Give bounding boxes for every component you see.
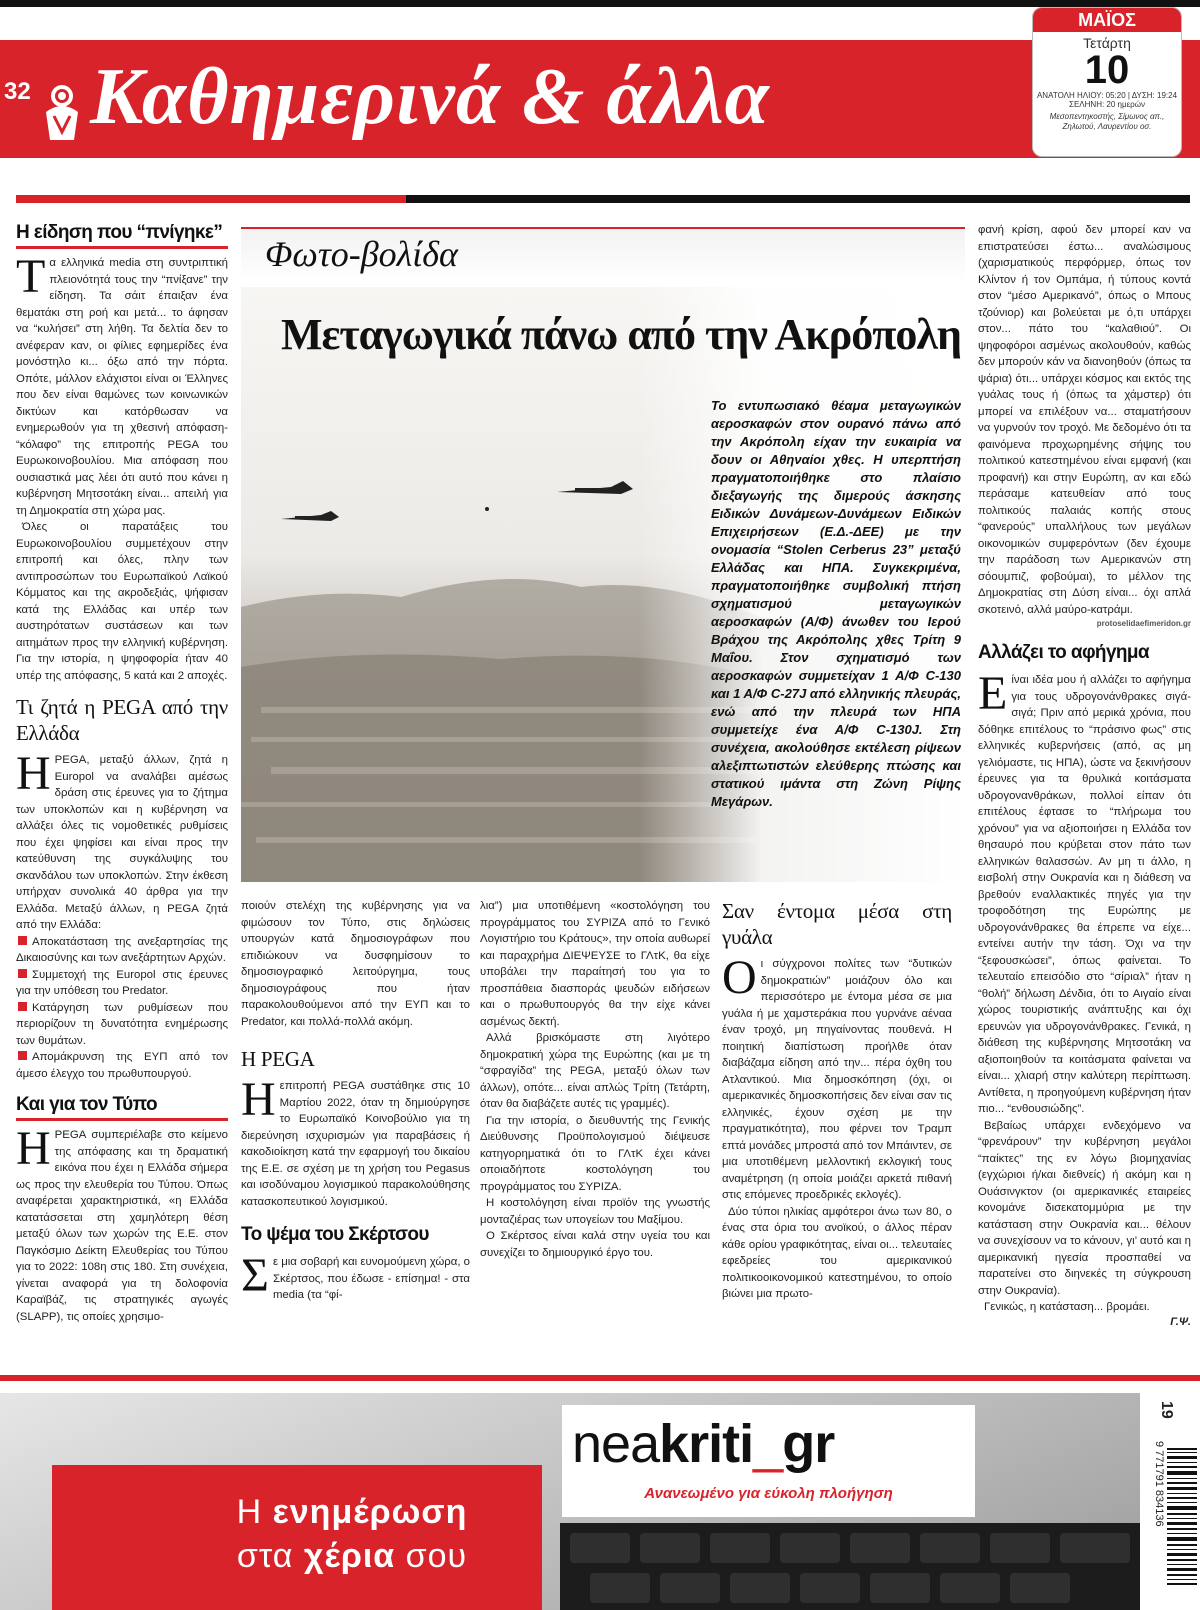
article-paragraph: Η κοστολόγηση είναι προϊόν της γνωστής μονταζιέρας των υπογείων του Μαξίμου. (480, 1197, 710, 1226)
date-weekday: Τετάρτη (1083, 35, 1131, 51)
dropcap: Σ (241, 1249, 269, 1302)
article-paragraph: Ηεπιτροπή PEGA συστάθηκε στις 10 Μαρτίου 2022, όταν τη δημιούργησε το Ευρωπαϊκό Κοινοβούλιο για τη διερεύνηση ισχυρισμών για παραβάσεις ή κακοδιοίκηση κατά την εφαρμογή του δικαίου της Ε.Ε. σε σχέση με τη χρήση του Pegasus και ισοδύναμου λογισμικού παρακολούθησης κατασκοπευτικού λογισμικού. (241, 1073, 470, 1208)
feature-label: Φωτο-βολίδα (265, 234, 458, 274)
heading-skertsos-lie: Το ψέμα του Σκέρτσου (241, 1224, 429, 1245)
bullet-square-icon (18, 936, 27, 945)
column-3 (480, 898, 710, 1261)
column-1 (16, 222, 228, 1325)
article-paragraph: φανή κρίση, αφού δεν μπορεί καν να επιστρατεύσει έστω... αναλώσιμους (χαρισματικούς περφόρμερ, όπως τον Κλίντον ή τον Ομπάμα, ή τύπους κοντά στον “μέσο Αμερικανό”, όπως ο Μπους τζούνιορ) και βολεύεται με ό,τι υπάρχει στον... πάτο του “καλαθιού”. Οι ψηφοφόροι ασμένως ακολουθούν, καθώς δεν μπορούν κάν να διανοηθούν (όπως τα ψάρια) ότι... υπάρχει κόσμος και εκτός της γυάλας τους ή (όπως τα χάμστερ) ότι μπορεί να επιλέξουν να... σταματήσουν να γυρνούν τον τροχό. Με δεδομένο ότι τα φαινόμενα προχωρημένης σήψης του πολιτικού κατεστημένου είναι εμφανή (και προφανή) και στην Ευρώπη, αν και εδώ περάσαμε κατευθείαν από τους πολιτικούς παλαιάς κοπής στους “φανερούς” υπαλλήλους των μεγάλων οικονομικών συμφερόντων (δεν έχουμε την παράδοση των Αμερικανών στη σόουμπιζ, φοβούμαι), το μέλλον της Δημοκρατίας στη Δύση είναι... όχι απλά σκοτεινό, αλλά μαύρο-κατράμι. (978, 224, 1191, 616)
section-title: Καθημερινά & άλλα (90, 53, 770, 141)
dropcap: Ο (722, 951, 757, 1004)
owl-logo-icon (40, 82, 84, 144)
bullet-square-icon (18, 1002, 27, 1011)
article-paragraph: Οι σύγχρονοι πολίτες των “δυτικών δημοκρατιών” μοιάζουν όλο και περισσότερο με έντομα μέσα σε μια γυάλα ή με χαμστεράκια που γυρνάνε αέναα έναν τροχό, μη πηγαίνοντας πουθενά. Η ποιητική διαπίστωση προήλθε όταν διαβάζαμα είδηση από την... πέρα όχθη του Ατλαντικού. Μια δημοσκόπηση (όχι, οι αμερικανικές δημοσκοπήσεις δεν είναι σαν τις ελληνικές, έχουν σχέση με την πραγματικότητα), που φέρνει τον Τραμπ επτά μονάδες μπροστά από τον Μπάιντεν, σε μια υποτιθέμενη μελλοντική εκλογική τους αναμέτρηση (η οποία μοιάζει αρκετά πιθανή στις επόμενες προεδρικές εκλογές). (722, 951, 952, 1201)
bullet-square-icon (18, 969, 27, 978)
article-paragraph: ΗPEGA συμπεριέλαβε στο κείμενο της απόφασης και τη δραματική εικόνα που έχει η Ελλάδα σήμερα ως προς την ελευθερία του Τύπου. Όπως αναφέρεται χαρακτηριστικά, «η Ελλάδα κατατάσσεται στη χαμηλότερη θέση μεταξύ όλων των χωρών της Ε.Ε. στον Παγκόσμιο Δείκτη Ελευθερίας του Τύπου για το 2022: 108η στις 180. Στη συνέχεια, γίνεται αναφορά για τη δολοφονία Καραϊβάζ, τις στρατηγικές αγωγές (SLAPP), τις οποίες χρησιμο- (16, 1122, 228, 1323)
bullet-item: Αποκατάσταση της ανεξαρτησίας της Δικαιοσύνης και των ανεξάρτητων Αρχών. (16, 935, 228, 964)
ad-line-1: Η ενημέρωση (236, 1493, 468, 1531)
page-number: 32 (4, 78, 31, 105)
heading-narrative-changes: Αλλάζει το αφήγημα (978, 642, 1150, 663)
aircraft-over-athens-photo (241, 287, 965, 882)
bullet-item: Απομάκρυνση της ΕΥΠ από τον άμεσο έλεγχο του πρωθυπουργού. (16, 1051, 228, 1080)
heading-press: Και για τον Τύπο (16, 1094, 228, 1121)
column-4 (722, 898, 952, 1303)
article-paragraph: Αλλά βρισκόμαστε στη λιγότερο δημοκρατική χώρα της Ευρώπης (και με τη “σφραγίδα” της PEGA, μεταξύ όλων των άλλων), οπότε... είναι απλώς Τρίτη (Τετάρτη, όταν θα διαβάζετε αυτές τις γραμμές). (480, 1032, 710, 1110)
article-paragraph: Γενικώς, η κατάσταση... βρομάει. (984, 1301, 1150, 1313)
saints-names: Μεσοπεντηκοστής, Σίμωνος απ., Ζηλωτού, Λαυρεντίου οσ. (1049, 112, 1165, 131)
heading-news-suppressed: Η είδηση που “πνίγηκε” (16, 222, 228, 249)
dropcap: Η (16, 1122, 51, 1175)
heading-insects-in-jar: Σαν έντομα μέσα στη γυάλα (722, 899, 952, 949)
dropcap: Τ (16, 250, 46, 303)
bullet-square-icon (18, 1051, 27, 1060)
barcode-digits: 9 771791 834136 (1153, 1441, 1165, 1527)
feature-headline: Μεταγωγικά πάνω από την Ακρόπολη (281, 310, 961, 359)
article-paragraph: ΗPEGA, μεταξύ άλλων, ζητά η Europol να αναλάβει αμέσως δράση στις έρευνες για το ζήτημα των υποκλοπών και η κυβέρνηση να αλλάξει όλες τις νομοθετικές ρυθμίσεις που έχει ψηφίσει και είναι προς την κατεύθυνση της συγκάλυψης του σκανδάλου των υποκλοπών. Στην έκθεση υπήρχαν συνολικά 40 άρθρα για την Ελλάδα. Μεταξύ άλλων, η PEGA ζητά από την Ελλάδα: (16, 747, 228, 931)
sunrise-sunset: ΑΝΑΤΟΛΗ ΗΛΙΟΥ: 05:20 | ΔΥΣΗ: 19:24 (1036, 91, 1178, 100)
section-rule-red (16, 195, 406, 203)
dropcap: Η (16, 747, 51, 800)
article-paragraph: Για την ιστορία, ο διευθυντής της Γενικής Διεύθυνσης Προϋπολογισμού διέψευσε κατηγορηματικά ότι το ΓΛτΚ έχει κάνει οποιαδήποτε κοστολόγηση του προγράμματος του ΣΥΡΙΖΑ. (480, 1114, 710, 1193)
bullet-item: Συμμετοχή της Europol στις έρευνες για την υπόθεση του Predator. (16, 968, 228, 997)
neakriti-logo: neakriti_gr (572, 1414, 835, 1474)
barcode (1145, 1393, 1200, 1610)
feature-caption: Το εντυπωσιακό θέαμα μεταγωγικών αεροσκαφών στον ουρανό πάνω από την Ακρόπολη είχαν την ευκαιρία να δουν οι Αθηναίοι χθες. Η υπερπτήση πραγματοποιήθηκε στο πλαίσιο διεξαγωγής της διμερούς άσκησης Ειδικών Δυνάμεων-Δυνάμεων Ειδικών Επιχειρήσεων (Ε.Δ.-ΔΕΕ) με την ονομασία “Stolen Cerberus 23” μεταξύ Ελλάδας και ΗΠΑ. Συγκεκριμένα, πραγματοποιήθηκε συμβολική πτήση σχηματισμού μεταγωγικών αεροσκαφών (Α/Φ) άνωθεν του Ιερού Βράχου της Ακρόπολης χθες Τρίτη 9 Μαΐου. Στον σχηματισμό των αεροσκαφών συμμετείχαν 1 Α/Φ C-130 και 1 Α/Φ C-27J από ελληνικής πλευράς, ενώ από την πλευρά των ΗΠΑ συμμετείχε ένα Α/Φ C-130J. Στη συνέχεια, ακολούθησε εκτέλεση ρίψεων αλεξιπτωτιστών ελεύθερης πτώσης και στατικού ιμάντα στη Ζώνη Ρίψης Μεγάρων. (711, 398, 961, 809)
ad-red-panel (52, 1465, 542, 1610)
article-paragraph: Βεβαίως υπάρχει ενδεχόμενο να “φρενάρουν” την κυβέρνηση μεγάλοι “παίκτες” της εν λόγω βιομηχανίας (εγχώριοι ή/και διεθνείς) ή ακόμη και η Ουάσινγκτον (οι αμερικανικές εταιρείες κονομάνε δισεκατομμύρια με την κατάσταση στην Ουκρανία και... θέλουν να συνεχίσουν να το κάνουν, γι’ αυτό και η αμερικανική ηγεσία προσπαθεί να παρατείνει στο διηνεκές τη σύγκρουση στην Ουκρανία). (978, 1119, 1191, 1297)
column-2 (241, 898, 470, 1304)
ad-logo-card (562, 1405, 975, 1517)
bullet-item: Κατάργηση των ρυθμίσεων που περιορίζουν τη δυνατότητα ενημέρωσης των θυμάτων. (16, 1001, 228, 1047)
dropcap: Ε (978, 667, 1008, 720)
article-paragraph: Όλες οι παρατάξεις του Ευρωκοινοβουλίου συμμετέχουν στην επιτροπή και όλες, πλην των αντιπροσώπων του Ευρωπαϊκού Λαϊκού Κόμματος και της ακροδεξιάς, ψήφισαν κατά της Ελλάδας και υπέρ των αυστηρότατων συστάσεων και των αιτημάτων προς την ελληνική κυβέρνηση. Για την ιστορία, η ψηφοφορία ήταν 40 υπέρ της απόφασης, 5 κατά και 2 αποχές. (16, 521, 228, 682)
article-paragraph: Σε μια σοβαρή και ευνομούμενη χώρα, ο Σκέρτσος, που έδωσε - επίσημα! - στα media (τα “φί- (241, 1249, 470, 1302)
article-paragraph: Δύο τύποι ηλικίας αμφότεροι άνω των 80, ο ένας στα όρια του ανοϊκού, ο άλλος πέραν κάθε ορίου γραφικότητας, είναι οι... τελευταίες εφεδρείες του αμερικανικού πολιτικοοικονομικού κατεστημένου, το οποίο βιώνει μια πρωτο- (722, 1205, 952, 1300)
date-month: ΜΑΪΟΣ (1033, 8, 1181, 32)
photo-feature (241, 227, 965, 882)
date-day-number: 10 (1084, 48, 1130, 92)
laptop-keyboard-illustration (560, 1523, 1140, 1610)
top-border (0, 0, 1200, 7)
article-paragraph: Είναι ιδέα μου ή αλλάζει το αφήγημα για τους υδρογονάνθρακες σιγά-σιγά; Πριν από μερικά χρόνια, που δόθηκε επιτέλους το “πράσινο φως” στις ελληνικές κυβερνήσεις (από, ας μη γελιόμαστε, τις ΗΠΑ), ώστε να ξεκινήσουν έρευνες για τα θρυλικά κοιτάσματα υδρογονανθράκων, πολλοί είπαν ότι επιτέλους έφτασε το “πλήρωμα του χρόνου” για να αξιοποιήσει η Ελλάδα τον θησαυρό που κρύβεται στον πάτο των ελληνικών θαλασσών. Αν μη τι άλλο, η εισβολή στην Ουκρανία και η διάθεση να βρεθούν εναλλακτικές πηγές για την τροφοδότηση της Ευρώπης με υδρογονάνθρακες θα έπρεπε να είχε... εντείνει αυτήν την τάση. Όχι να την “ξεφουσκώσει”, όπως φαίνεται. Το τελευταίο επεισόδιο στο “σίριαλ” ήταν η “θολή” δήλωση Δένδια, ότι το Αιγαίο είναι χώρος τουριστικής ανάπτυξης και όχι ερευνών για υδρογονάνθρακες. Γενικά, η διάθεση της κυβέρνησης Μητσοτάκη να αξιοποιηθούν τα κοιτάσματα φαίνεται να είναι... χλιαρή στην καλύτερη περίπτωση. Αντίθετα, η προηγούμενη κυβέρνηση ήταν πιο... “ενθουσιώδης”. (978, 667, 1191, 1115)
ad-tagline: Ανανεωμένο για εύκολη πλοήγηση (644, 1485, 893, 1502)
section-rule-black (406, 195, 1190, 203)
article-paragraph: λια”) μια υποτιθέμενη «κοστολόγηση του προγράμματος του ΣΥΡΙΖΑ από το Γενικό Λογιστήριο του Κράτους», την οποία αυθωρεί και παραχρήμα ΔΙΕΨΕΥΣΕ το ΓΛτΚ, θα είχε υποβάλει την παραίτησή του για το προσπάθεια διασποράς ψευδών ειδήσεων και ο πρωθυπουργός θα την είχε κάνει ασμένως δεκτή. (480, 900, 710, 1028)
date-box (1032, 7, 1182, 157)
neakriti-advertisement[interactable] (0, 1393, 1140, 1610)
ad-line-2: στα χέρια σου (236, 1537, 468, 1575)
issue-number: 19 (1158, 1401, 1175, 1419)
feature-label-box (241, 227, 965, 281)
dropcap: Η (241, 1073, 276, 1126)
article-paragraph: Τα ελληνικά media στη συντριπτική πλειονότητά τους την “πνίξανε” την είδηση. Τα σάιτ έπαιξαν ένα θεματάκι στη ροή και μετά... το άφησαν να “κυλήσει” στη λήθη. Τα δελτία δεν το ανέφεραν καν, οι φίλιες εφημερίδες ένα μονόστηλο κι... όξω από την πόρτα. Οπότε, μάλλον ελάχιστοι είναι οι Έλληνες που δεν είναι θαμώνες των κοινωνικών δικτύων και κατόρθωσαν να ενημερωθούν για τη χθεσινή απόφαση- “κόλαφο” της επιτροπής PEGA του Ευρωκοινοβουλίου. Μια απόφαση που ουσιαστικά μας λέει ότι αυτό που κάνει η κυβέρνηση Μητσοτάκη είναι... απειλή για τη Δημοκρατία στη χώρα μας. (16, 250, 228, 517)
heading-pega-demands: Τι ζητά η PEGA από την Ελλάδα (16, 695, 228, 745)
article-paragraph: ποιούν στελέχη της κυβέρνησης για να φιμώσουν τον Τύπο, στις δηλώσεις υπουργών κατά δημοσιογράφων που επιδιώκουν να δυσφημίσουν το δημοσιογραφικό λειτούργημα, τους δημοσιογράφους που ήταν παρακολουθούμενοι από την ΕΥΠ και το Predator, και πολλά-πολλά ακόμη. (241, 900, 470, 1028)
author-signature: Γ.Ψ. (1170, 1315, 1191, 1328)
watermark: protoselidaefimeridon.gr (1096, 619, 1191, 628)
moon-phase: ΣΕΛΗΝΗ: 20 ημερών (1069, 100, 1145, 109)
heading-pega: Η PEGA (241, 1047, 315, 1071)
bottom-rule (0, 1375, 1200, 1381)
article-paragraph: Ο Σκέρτσος είναι καλά στην υγεία του και συνεχίζει το δημιουργικό έργο του. (480, 1230, 710, 1259)
column-5 (978, 222, 1191, 1328)
